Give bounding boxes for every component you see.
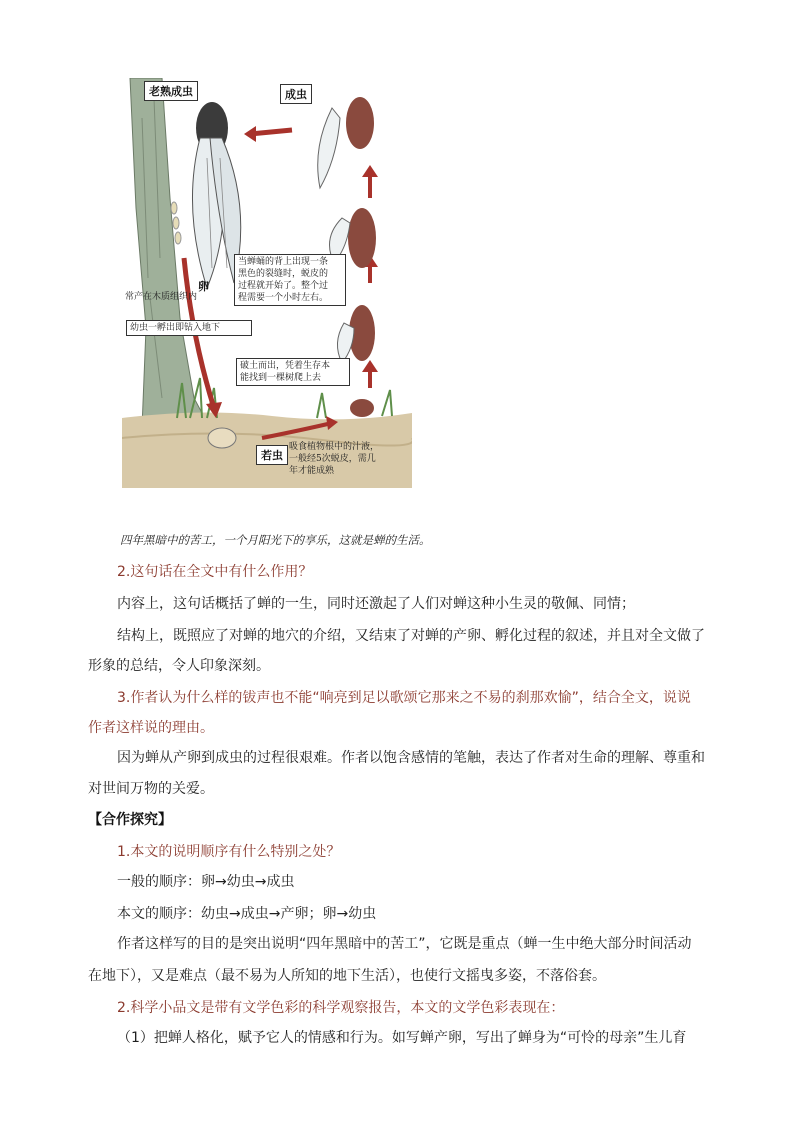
question-3-line-1: 3.作者认为什么样的钹声也不能“响亮到足以歌颂它那来之不易的刹那欢愉”，结合全文，说说 xyxy=(117,690,691,706)
egg-note: 常产在木质组织内 xyxy=(125,292,198,302)
molt-note-line: 程需要一个小时左右。 xyxy=(238,293,329,303)
answer-2-line-2: 结构上，既照应了对蝉的地穴的介绍，又结束了对蝉的产卵、孵化过程的叙述，并且对全文做了 xyxy=(117,628,705,644)
emerge-note-line: 能找到一棵树爬上去 xyxy=(240,373,322,383)
tag-nymph: 若虫 xyxy=(256,445,288,465)
tag-egg: 卵 xyxy=(198,280,209,293)
answer-2-line-1: 内容上，这句话概括了蝉的一生，同时还激起了人们对蝉这种小生灵的敬佩、同情； xyxy=(117,596,635,612)
section-answer-1-line-1: 一般的顺序：卵→幼虫→成虫 xyxy=(117,874,295,890)
answer-2-line-3: 形象的总结，令人印象深刻。 xyxy=(88,658,270,674)
nymph-note-line: 吸食植物根中的汁液， xyxy=(289,442,380,452)
section-answer-2-line-1: （1）把蝉人格化，赋予它人的情感和行为。如写蝉产卵，写出了蝉身为“可怜的母亲”生儿育 xyxy=(117,1030,687,1046)
section-heading: 【合作探究】 xyxy=(88,812,172,828)
molt-note xyxy=(234,254,346,306)
nymph-note-line: 年才能成熟 xyxy=(289,466,335,476)
section-answer-1-line-3: 作者这样写的目的是突出说明“四年黑暗中的苦工”，它既是重点（蝉一生中绝大部分时间活动 xyxy=(117,936,692,952)
hatch-note: 幼虫一孵出即钻入地下 xyxy=(126,320,252,336)
nymph-note-line: 一般经5次蜕皮，需几 xyxy=(289,454,376,464)
nymph-note xyxy=(286,440,406,478)
section-answer-1-line-2: 本文的顺序：幼虫→成虫→产卵；卵→幼虫 xyxy=(117,906,377,922)
tag-old-adult: 老熟成虫 xyxy=(144,81,198,101)
tag-adult: 成虫 xyxy=(280,84,312,104)
section-question-2: 2.科学小品文是带有文学色彩的科学观察报告，本文的文学色彩表现在： xyxy=(117,1000,565,1016)
molt-note-line: 黑色的裂缝时，蜕皮的 xyxy=(238,269,329,279)
answer-3-line-1: 因为蝉从产卵到成虫的过程很艰难。作者以饱含感情的笔触，表达了作者对生命的理解、尊重和 xyxy=(117,750,705,766)
molt-note-line: 当蝉蛹的背上出现一条 xyxy=(238,257,329,267)
question-2: 2.这句话在全文中有什么作用？ xyxy=(117,564,313,580)
section-question-1: 1.本文的说明顺序有什么特别之处？ xyxy=(117,844,341,860)
section-answer-1-line-4: 在地下），又是难点（最不易为人所知的地下生活），也使行文摇曳多姿，不落俗套。 xyxy=(88,968,606,984)
question-3-line-2: 作者这样说的理由。 xyxy=(88,720,214,736)
emerge-note xyxy=(236,358,350,386)
cicada-life-cycle-illustration xyxy=(122,78,412,488)
quote-line: 四年黑暗中的苦工，一个月阳光下的享乐，这就是蝉的生活。 xyxy=(120,533,431,547)
answer-3-line-2: 对世间万物的关爱。 xyxy=(88,781,214,797)
molt-note-line: 过程就开始了。整个过 xyxy=(238,281,329,291)
emerge-note-line: 破土而出，凭着生存本 xyxy=(240,361,331,371)
